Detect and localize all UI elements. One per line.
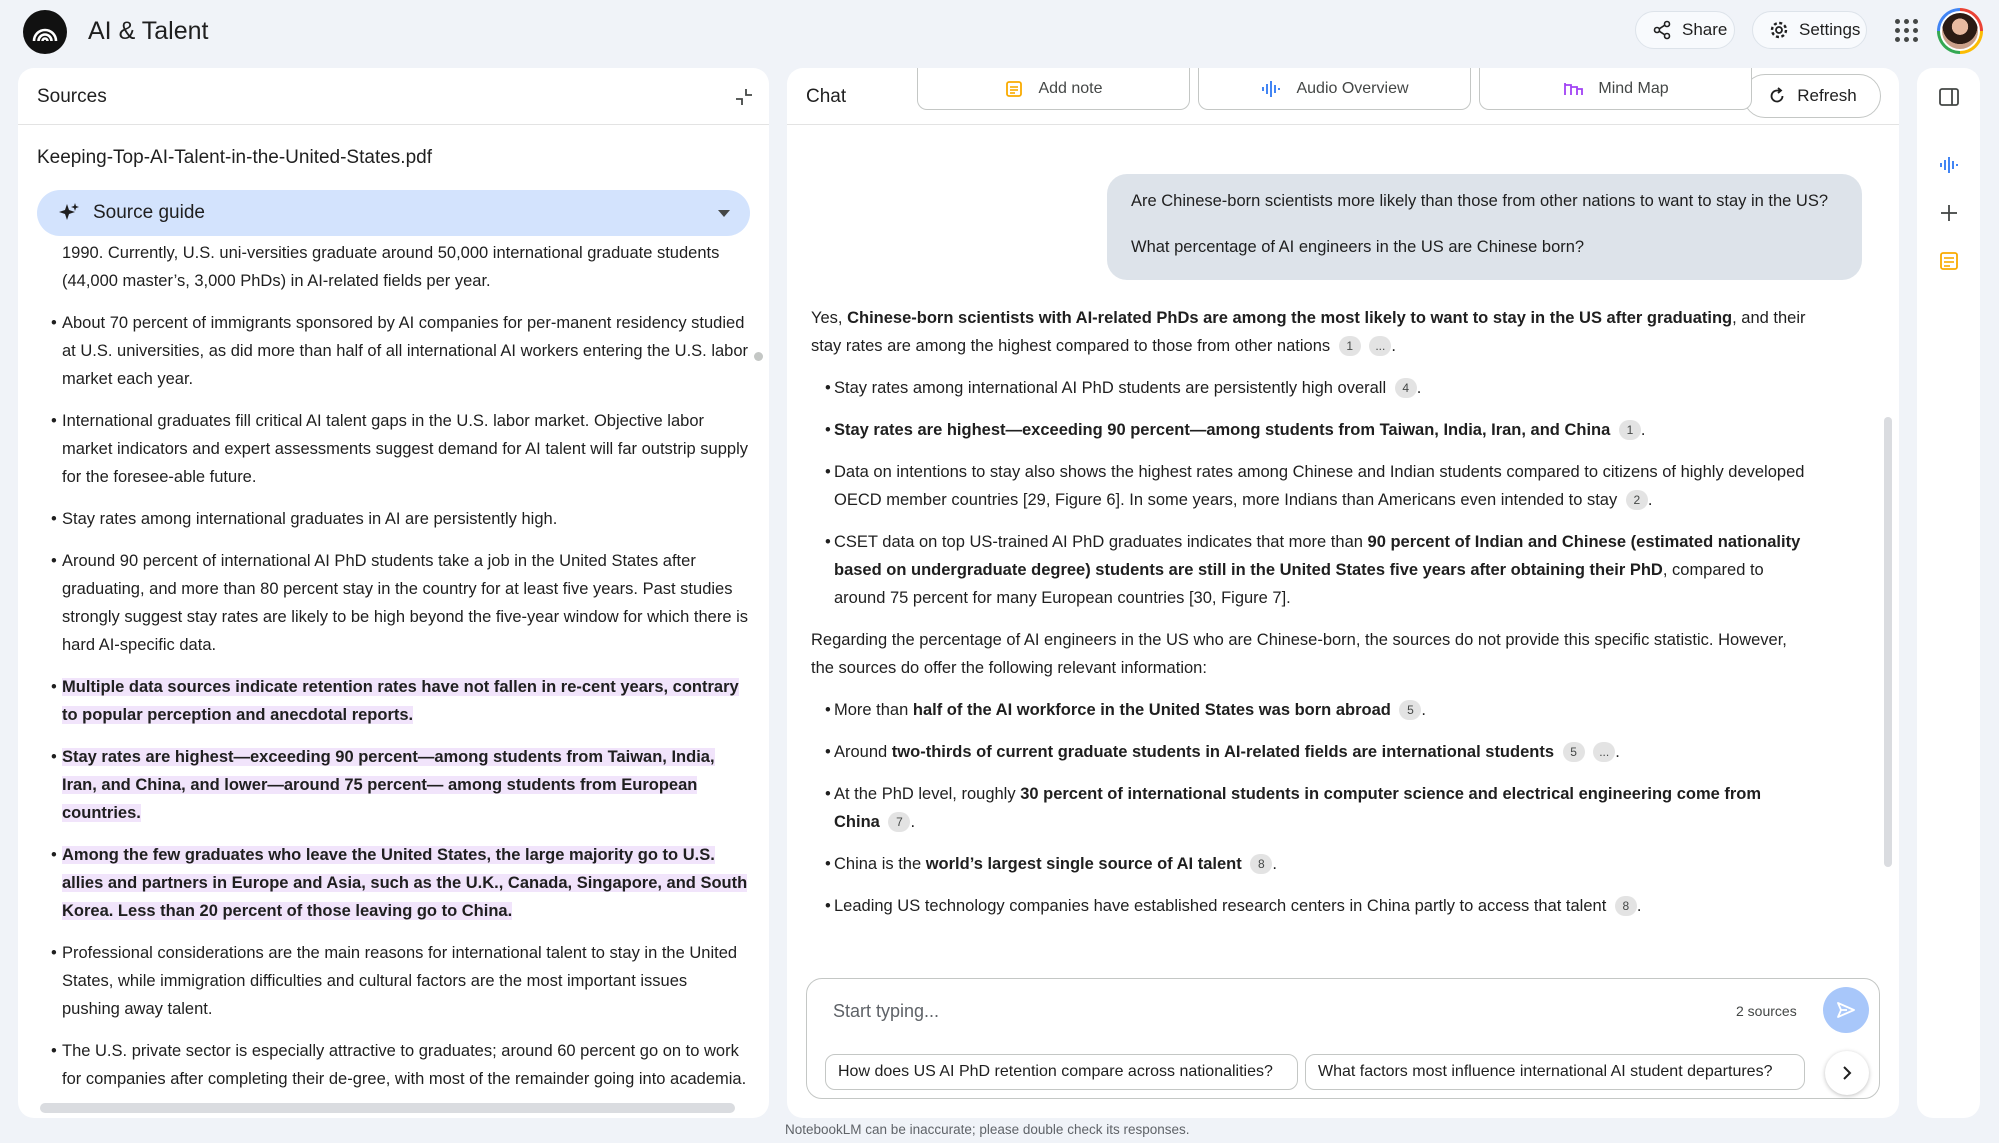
refresh-label: Refresh — [1797, 86, 1857, 105]
chevron-right-icon — [1839, 1065, 1855, 1081]
mind-map-label: Mind Map — [1598, 79, 1669, 97]
refresh-icon — [1767, 86, 1787, 106]
note-icon — [1004, 79, 1024, 99]
vertical-scrollbar[interactable] — [1884, 417, 1892, 867]
collapse-icon[interactable] — [733, 86, 755, 108]
source-guide-toggle[interactable] — [37, 190, 750, 236]
guide-bullet — [36, 309, 748, 393]
settings-label: Settings — [1799, 20, 1861, 39]
chat-panel — [787, 68, 1899, 1118]
citation-chip[interactable]: 5 — [1399, 700, 1421, 720]
source-guide-content — [36, 239, 748, 1097]
chevron-down-icon — [718, 210, 730, 217]
assistant-message — [811, 304, 1811, 934]
avatar[interactable] — [1937, 8, 1983, 54]
guide-bullet-text: International graduates fill critical AI talent gaps in the U.S. labor market. Objective labor market indicators and expert assessments suggest demand for AI talent will far outstrip supply for the foresee-able future. — [62, 412, 748, 486]
citation-chip[interactable]: ... — [1593, 742, 1615, 762]
send-icon — [1835, 999, 1857, 1021]
citation-chip[interactable]: 8 — [1250, 854, 1272, 874]
settings-button[interactable] — [1752, 11, 1867, 49]
share-icon — [1652, 20, 1672, 40]
chat-composer — [806, 978, 1880, 1099]
guide-bullet — [36, 407, 748, 491]
sources-count: 2 sources — [1736, 1003, 1797, 1019]
chat-title: Chat — [806, 86, 847, 107]
audio-wave-icon — [1260, 79, 1282, 99]
guide-intro: 1990. Currently, U.S. uni-versities graduate around 50,000 international graduate students (44,000 master’s, 3,000 PhDs) in AI-related fields per year. — [62, 244, 720, 290]
notebooklm-logo-icon[interactable] — [23, 10, 67, 54]
answer-bullet: • Data on intentions to stay also shows the highest rates among Chinese and Indian students compared to citizens of highly developed OECD member countries [29, Figure 6]. In some years, more Indians than Americans even intended to stay 2 . — [811, 458, 1811, 514]
guide-bullet — [36, 505, 748, 533]
answer-bullet: • Stay rates among international AI PhD students are persistently high overall 4 . — [811, 374, 1811, 402]
guide-bullet-text: Around 90 percent of international AI PhD students take a job in the United States after graduating, and more than 80 percent stay in the country for at least five years. Past studies strongly suggest stay rates are likely to be high beyond the five-year window for which there is hard AI-specific data. — [62, 552, 749, 654]
answer-paragraph: Regarding the percentage of AI engineers in the US who are Chinese-born, the sources do not provide this specific statistic. However, the sources do offer the following relevant information: — [811, 631, 1787, 677]
guide-bullet-text: Multiple data sources indicate retention rates have not fallen in re-cent years, contrary to popular perception and anecdotal reports. — [62, 678, 739, 724]
user-question: What percentage of AI engineers in the US are Chinese born? — [1131, 238, 1585, 256]
add-icon[interactable] — [1937, 201, 1961, 225]
sources-panel — [18, 68, 769, 1118]
citation-chip[interactable]: 1 — [1339, 336, 1361, 356]
guide-bullet-text: The U.S. private sector is especially attractive to graduates; around 60 percent go on to work for companies after completing their de-gree, with most of the remainder going into academia. — [62, 1042, 747, 1088]
studio-panel — [1917, 68, 1980, 1118]
guide-bullet — [36, 1037, 748, 1093]
disclaimer-text: NotebookLM can be inaccurate; please double check its responses. — [785, 1122, 1190, 1137]
guide-bullet-text: Stay rates among international graduates in AI are persistently high. — [62, 510, 558, 528]
add-note-label: Add note — [1038, 79, 1103, 97]
user-question: Are Chinese-born scientists more likely than those from other nations to want to stay in the US? — [1131, 192, 1829, 210]
guide-bullet — [36, 743, 748, 827]
share-label: Share — [1682, 20, 1728, 39]
suggested-question[interactable]: What factors most influence international AI student departures? — [1305, 1054, 1805, 1090]
mind-map-icon — [1562, 79, 1584, 99]
horizontal-scrollbar[interactable] — [40, 1103, 735, 1113]
answer-paragraph: Yes, Chinese-born scientists with AI-related PhDs are among the most likely to want to stay in the US after graduating, and their stay rates are among the highest compared to those from other nations 1 ... . — [811, 309, 1806, 355]
apps-grid-icon[interactable] — [1893, 17, 1919, 43]
audio-overview-label: Audio Overview — [1296, 79, 1409, 97]
citation-chip[interactable]: ... — [1369, 336, 1391, 356]
citation-chip[interactable]: 2 — [1626, 490, 1648, 510]
refresh-button[interactable] — [1743, 74, 1881, 118]
guide-bullet — [36, 939, 748, 1023]
answer-bullet: • CSET data on top US-trained AI PhD graduates indicates that more than 90 percent of Indian and Chinese (estimated nationality based on undergraduate degree) students are still in the United States five years after obtaining their PhD, compared to around 75 percent for many European countries [30, Figure 7]. — [811, 528, 1811, 612]
guide-bullet-text: Professional considerations are the main reasons for international talent to stay in the United States, while immigration difficulties and cultural factors are the most important issues pushing away talent. — [62, 944, 738, 1018]
panel-toggle-icon[interactable] — [1937, 85, 1961, 109]
sparkle-icon — [57, 201, 81, 225]
next-suggestions-button[interactable] — [1825, 1051, 1869, 1095]
citation-chip[interactable]: 7 — [888, 812, 910, 832]
source-guide-label: Source guide — [93, 202, 205, 223]
source-file-name: Keeping-Top-AI-Talent-in-the-United-States.pdf — [37, 147, 432, 168]
citation-chip[interactable]: 1 — [1619, 420, 1641, 440]
guide-bullet-text: Among the few graduates who leave the United States, the large majority go to U.S. allies and partners in Europe and Asia, such as the U.K., Canada, Singapore, and South Korea. Less than 20 percent of those leaving go to China. — [62, 846, 748, 920]
notebook-title[interactable]: AI & Talent — [88, 17, 209, 45]
guide-bullet — [36, 841, 748, 925]
guide-bullet-text: About 70 percent of immigrants sponsored by AI companies for per-manent residency studied at U.S. universities, as did more than half of all international AI workers entering the U.S. labor market each year. — [62, 314, 749, 388]
mind-map-button[interactable] — [1479, 68, 1752, 110]
chat-input[interactable] — [833, 991, 1693, 1031]
answer-bullet: • Stay rates are highest—exceeding 90 percent—among students from Taiwan, India, Iran, and China 1 . — [811, 416, 1811, 444]
top-bar — [0, 0, 1999, 64]
share-button[interactable] — [1635, 11, 1735, 49]
answer-bullet: • Around two-thirds of current graduate students in AI-related fields are international students 5 ... . — [811, 738, 1811, 766]
add-note-button[interactable] — [917, 68, 1190, 110]
guide-bullet — [36, 547, 748, 659]
sources-header — [18, 68, 769, 125]
gear-icon — [1769, 20, 1789, 40]
citation-chip[interactable]: 4 — [1395, 378, 1417, 398]
audio-overview-button[interactable] — [1198, 68, 1471, 110]
citation-chip[interactable]: 5 — [1563, 742, 1585, 762]
guide-bullet-text: Stay rates are highest—exceeding 90 percent—among students from Taiwan, India, Iran, and China, and lower—around 75 percent— among students from European countries. — [62, 748, 715, 822]
answer-bullet: • More than half of the AI workforce in the United States was born abroad 5 . — [811, 696, 1811, 724]
citation-chip[interactable]: 8 — [1615, 896, 1637, 916]
answer-bullet: • At the PhD level, roughly 30 percent of international students in computer science and electrical engineering come from China 7 . — [811, 780, 1811, 836]
note-icon[interactable] — [1937, 249, 1961, 273]
answer-bullet: • Leading US technology companies have established research centers in China partly to access that talent 8 . — [811, 892, 1811, 920]
user-message — [1107, 174, 1862, 280]
guide-bullet — [36, 673, 748, 729]
scroll-indicator[interactable] — [754, 352, 763, 361]
audio-overview-icon[interactable] — [1937, 153, 1961, 177]
answer-bullet: • China is the world’s largest single source of AI talent 8 . — [811, 850, 1811, 878]
suggested-question[interactable]: How does US AI PhD retention compare across nationalities? — [825, 1054, 1298, 1090]
send-button[interactable] — [1823, 987, 1869, 1033]
sources-title: Sources — [37, 86, 107, 107]
